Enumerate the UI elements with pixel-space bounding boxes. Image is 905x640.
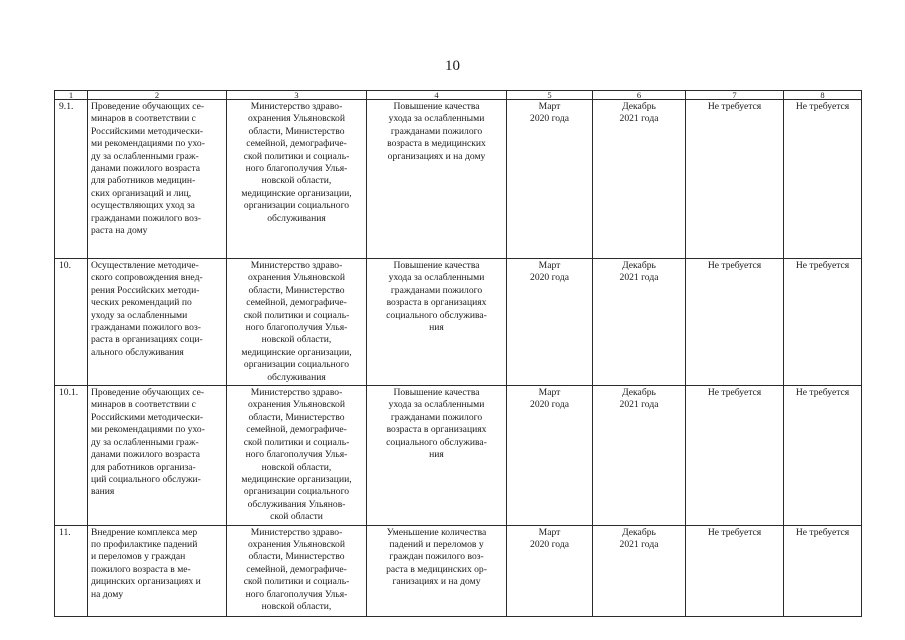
column-number: 3 [227, 91, 367, 100]
expected-result-line: гражданами пожилого [390, 411, 483, 423]
expected-result-line: раста в медицинских ор- [386, 563, 487, 575]
responsible-executors-line: ской политики и социаль- [243, 576, 350, 588]
responsible-executors-line: области, Министерство [248, 284, 345, 296]
activity-description-line: ского сопровождения внед- [91, 272, 203, 284]
start-date [507, 525, 593, 616]
expected-result-line: возраста в медицинских [387, 138, 486, 150]
responsible-executors-line: охранения Ульяновской [248, 399, 345, 411]
column-number: 7 [686, 91, 784, 100]
end-date-line: Декабрь [622, 526, 656, 538]
activity-description-line: ального обслуживания [91, 346, 184, 358]
responsible-executors-line: ного благополучия Улья- [245, 163, 348, 175]
row-number: 10. [55, 259, 88, 386]
activity-description-line: гражданами пожилого воз- [91, 212, 201, 224]
expected-result-line: ния [429, 322, 444, 334]
responsible-executors-line: семейной, демографиче- [246, 297, 347, 309]
column-number: 6 [593, 91, 686, 100]
expected-result-line: Повышение качества [393, 260, 480, 271]
responsible-executors [227, 259, 367, 386]
responsible-executors-line: обслуживания Ульянов- [247, 498, 346, 510]
expected-result-line: организациях и на дому [387, 150, 486, 162]
activity-description-line: ми рекомендациями по ухо- [91, 138, 205, 150]
end-date-line: Декабрь [622, 260, 656, 271]
expected-result-line: возраста в организациях [386, 297, 487, 309]
activity-description-line: и переломов у граждан [91, 551, 186, 563]
responsible-executors-line: Министерство здраво- [250, 101, 343, 112]
row-number: 11. [55, 525, 88, 616]
end-date-line: Декабрь [622, 101, 656, 112]
responsible-executors-line: охранения Ульяновской [248, 538, 345, 550]
activity-description-line: ских организаций и лиц, [91, 187, 192, 199]
funding-col7: Не требуется [686, 386, 784, 525]
column-number: 2 [88, 91, 227, 100]
responsible-executors [227, 386, 367, 525]
page-number: 10 [445, 58, 460, 74]
start-date-line: 2020 года [530, 399, 569, 411]
activity-description-line: раста на дому [91, 225, 148, 237]
end-date-line: 2021 года [619, 538, 659, 550]
responsible-executors-line: новской области, [261, 461, 332, 473]
activity-description-line: Осуществление методиче- [91, 260, 199, 271]
table-row [55, 259, 862, 386]
funding-col8: Не требуется [784, 259, 862, 386]
activity-description-line: для работников организа- [91, 461, 196, 473]
expected-result-line: социального обслужива- [386, 309, 487, 321]
activity-description-line: по профилактике падений [91, 538, 198, 550]
activity-description-line: на дому [91, 588, 124, 600]
column-number: 8 [784, 91, 862, 100]
funding-col7: Не требуется [686, 259, 784, 386]
table-row [55, 100, 862, 259]
activity-description-line: Проведение обучающих се- [91, 101, 205, 112]
expected-result-line: ухода за ослабленными [388, 399, 485, 411]
column-number-row [55, 91, 862, 100]
expected-result-line: Повышение качества [393, 387, 480, 399]
activity-description-line: Внедрение комплекса мер [91, 526, 198, 538]
activity-description-line: дицинских организациях и [91, 576, 201, 588]
activity-description-line: уходу за ослабленными [91, 309, 188, 321]
end-date [593, 525, 686, 616]
responsible-executors-line: новской области, [261, 334, 332, 346]
responsible-executors-line: семейной, демографиче- [246, 424, 347, 436]
activity-description-line: минаров в соответствии с [91, 113, 196, 125]
responsible-executors-line: семейной, демографиче- [246, 138, 347, 150]
expected-result-line: ганизациях и на дому [392, 576, 481, 588]
funding-col7: Не требуется [686, 525, 784, 616]
column-number: 4 [367, 91, 507, 100]
responsible-executors-line: организации социального [243, 486, 350, 498]
activity-description-line: минаров в соответствии с [91, 399, 196, 411]
responsible-executors-line: ного благополучия Улья- [245, 588, 348, 600]
expected-result-line: социального обслужива- [386, 436, 487, 448]
expected-result [367, 386, 507, 525]
responsible-executors-line: охранения Ульяновской [248, 272, 345, 284]
activity-description [88, 100, 227, 259]
activity-description-line: Проведение обучающих се- [91, 387, 205, 399]
activity-description-line: рения Российских методи- [91, 284, 200, 296]
start-date-line: Март [538, 101, 561, 112]
column-number: 5 [507, 91, 593, 100]
activity-description-line: осуществляющих уход за [91, 200, 195, 212]
activity-description-line: ми рекомендациями по ухо- [91, 424, 205, 436]
responsible-executors-line: ской политики и социаль- [243, 150, 350, 162]
funding-col8: Не требуется [784, 100, 862, 259]
expected-result [367, 259, 507, 386]
start-date-line: 2020 года [530, 113, 569, 125]
row-number: 9.1. [55, 100, 88, 259]
responsible-executors-line: семейной, демографиче- [246, 563, 347, 575]
responsible-executors-line: обслуживания [267, 212, 326, 224]
start-date [507, 259, 593, 386]
expected-result-line: возраста в организациях [386, 424, 487, 436]
funding-col7: Не требуется [686, 100, 784, 259]
expected-result-line: Повышение качества [393, 101, 480, 112]
activity-description-line: ций социального обслужи- [91, 473, 201, 485]
responsible-executors-line: охранения Ульяновской [248, 113, 345, 125]
row-number: 10.1. [55, 386, 88, 525]
expected-result-line: ухода за ослабленными [388, 272, 485, 284]
activity-description-line: Российскими методически- [91, 411, 204, 423]
responsible-executors-line: организации социального [243, 200, 350, 212]
responsible-executors-line: области, Министерство [248, 551, 345, 563]
expected-result-line: гражданами пожилого [390, 284, 483, 296]
start-date-line: 2020 года [530, 538, 569, 550]
responsible-executors-line: медицинские организации, [241, 473, 352, 485]
start-date-line: Март [538, 526, 561, 538]
expected-result [367, 525, 507, 616]
activity-description [88, 259, 227, 386]
responsible-executors-line: обслуживания [267, 371, 326, 383]
responsible-executors-line: медицинские организации, [241, 187, 352, 199]
expected-result-line: гражданами пожилого [390, 125, 483, 137]
end-date-line: Декабрь [622, 387, 656, 399]
activity-description-line: данами пожилого возраста [91, 449, 200, 461]
responsible-executors-line: ской политики и социаль- [243, 309, 350, 321]
responsible-executors-line: Министерство здраво- [250, 260, 343, 271]
start-date-line: Март [538, 387, 561, 399]
plan-table [54, 90, 862, 617]
expected-result-line: ния [429, 449, 444, 461]
expected-result [367, 100, 507, 259]
responsible-executors [227, 100, 367, 259]
responsible-executors-line: ного благополучия Улья- [245, 449, 348, 461]
activity-description-line: пожилого возраста в ме- [91, 563, 191, 575]
end-date [593, 259, 686, 386]
responsible-executors-line: области, Министерство [248, 125, 345, 137]
end-date-line: 2021 года [619, 272, 659, 284]
start-date-line: 2020 года [530, 272, 569, 284]
start-date [507, 100, 593, 259]
expected-result-line: граждан пожилого воз- [389, 551, 484, 563]
activity-description-line: гражданами пожилого воз- [91, 322, 201, 334]
funding-col8: Не требуется [784, 525, 862, 616]
activity-description-line: для работников медицин- [91, 175, 196, 187]
activity-description-line: раста в организациях соци- [91, 334, 203, 346]
end-date [593, 100, 686, 259]
activity-description-line: ческих рекомендаций по [91, 297, 192, 309]
funding-col8: Не требуется [784, 386, 862, 525]
expected-result-line: Уменьшение количества [386, 526, 487, 538]
activity-description-line: вания [91, 486, 115, 498]
activity-description-line: ду за ослабленными граж- [91, 150, 199, 162]
responsible-executors-line: ской области [270, 511, 323, 523]
start-date [507, 386, 593, 525]
table-row [55, 386, 862, 525]
responsible-executors-line: организации социального [243, 359, 350, 371]
responsible-executors-line: области, Министерство [248, 411, 345, 423]
activity-description [88, 386, 227, 525]
start-date-line: Март [538, 260, 561, 271]
activity-description [88, 525, 227, 616]
activity-description-line: данами пожилого возраста [91, 163, 200, 175]
expected-result-line: ухода за ослабленными [388, 113, 485, 125]
responsible-executors [227, 525, 367, 616]
table-row [55, 525, 862, 616]
responsible-executors-line: Министерство здраво- [250, 387, 343, 399]
responsible-executors-line: медицинские организации, [241, 346, 352, 358]
end-date-line: 2021 года [619, 399, 659, 411]
responsible-executors-line: новской области, [261, 600, 332, 612]
column-number: 1 [55, 91, 88, 100]
activity-description-line: Российскими методически- [91, 125, 204, 137]
responsible-executors-line: новской области, [261, 175, 332, 187]
activity-description-line: ду за ослабленными граж- [91, 436, 199, 448]
responsible-executors-line: ской политики и социаль- [243, 436, 350, 448]
responsible-executors-line: ного благополучия Улья- [245, 322, 348, 334]
end-date-line: 2021 года [619, 113, 659, 125]
expected-result-line: падений и переломов у [389, 538, 484, 550]
responsible-executors-line: Министерство здраво- [250, 526, 343, 538]
end-date [593, 386, 686, 525]
